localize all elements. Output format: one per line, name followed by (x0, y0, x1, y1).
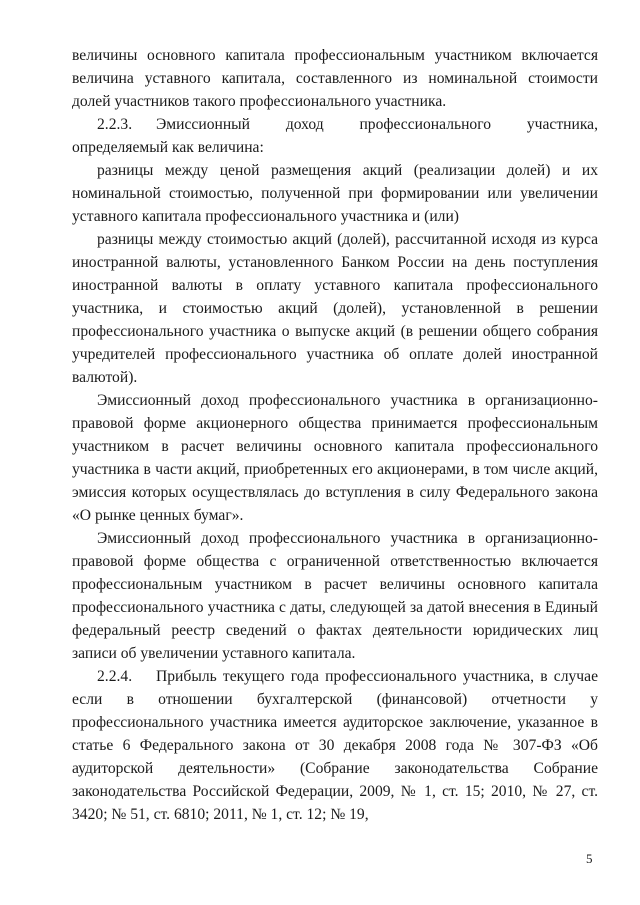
paragraph-price-difference (72, 159, 598, 228)
body-text (72, 44, 598, 826)
paragraph-text: разницы между ценой размещения акций (реализации долей) и их номинальной стоимостью, полученной при формировании или увеличении уставного капитала профессионального участника и (или) (72, 162, 598, 225)
paragraph-text: Эмиссионный доход профессионального участника в организационно-правовой форме общества с ограниченной ответственностью включается профессиональным участником в расчет величины основного капитала профессионального участника с даты, следующей за датой внесения в Единый федеральный реестр сведений о фактах деятельности юридических лиц записи об увеличении уставного капитала. (72, 530, 598, 662)
clause-number: 2.2.4. (97, 668, 133, 685)
paragraph-2-2-3 (72, 113, 598, 159)
paragraph-currency-difference (72, 228, 598, 389)
clause-number: 2.2.3. (97, 116, 133, 133)
paragraph-text: Эмиссионный доход профессионального участника, определяемый как величина: (72, 116, 598, 156)
paragraph-2-2-4 (72, 665, 598, 826)
paragraph-joint-stock (72, 389, 598, 527)
paragraph-text: Прибыль текущего года профессионального участника, в случае если в отношении бухгалтерской (финансовой) отчетности у профессионального участника имеется аудиторское заключение, указанное в статье 6 Федерального закона от 30 декабря 2008 года № 307-ФЗ «Об аудиторской деятельности» (Собрание законодательства Собрание законодательства Российской Федерации, 2009, № 1, ст. 15; 2010, № 27, ст. 3420; № 51, ст. 6810; 2011, № 1, ст. 12; № 19, (72, 668, 598, 823)
paragraph-text: разницы между стоимостью акций (долей), рассчитанной исходя из курса иностранной валюты, установленного Банком России на день поступления иностранной валюты в оплату уставного капитала профессионального участника, и стоимостью акций (долей), установленной в решении профессионального участника о выпуске акций (в решении общего собрания учредителей профессионального участника об оплате долей иностранной валютой). (72, 231, 598, 386)
page-number: 5 (586, 851, 593, 866)
paragraph-text: Эмиссионный доход профессионального участника в организационно-правовой форме акционерного общества принимается профессиональным участником в расчет величины основного капитала профессионального участника в части акций, приобретенных его акционерами, в том числе акций, эмиссия которых осуществлялась до вступления в силу Федерального закона «О рынке ценных бумаг». (72, 392, 598, 524)
paragraph-text: величины основного капитала профессиональным участником включается величина уставного капитала, составленного из номинальной стоимости долей участников такого профессионального участника. (72, 47, 598, 110)
paragraph-llc (72, 527, 598, 665)
paragraph-capital-continuation (72, 44, 598, 113)
